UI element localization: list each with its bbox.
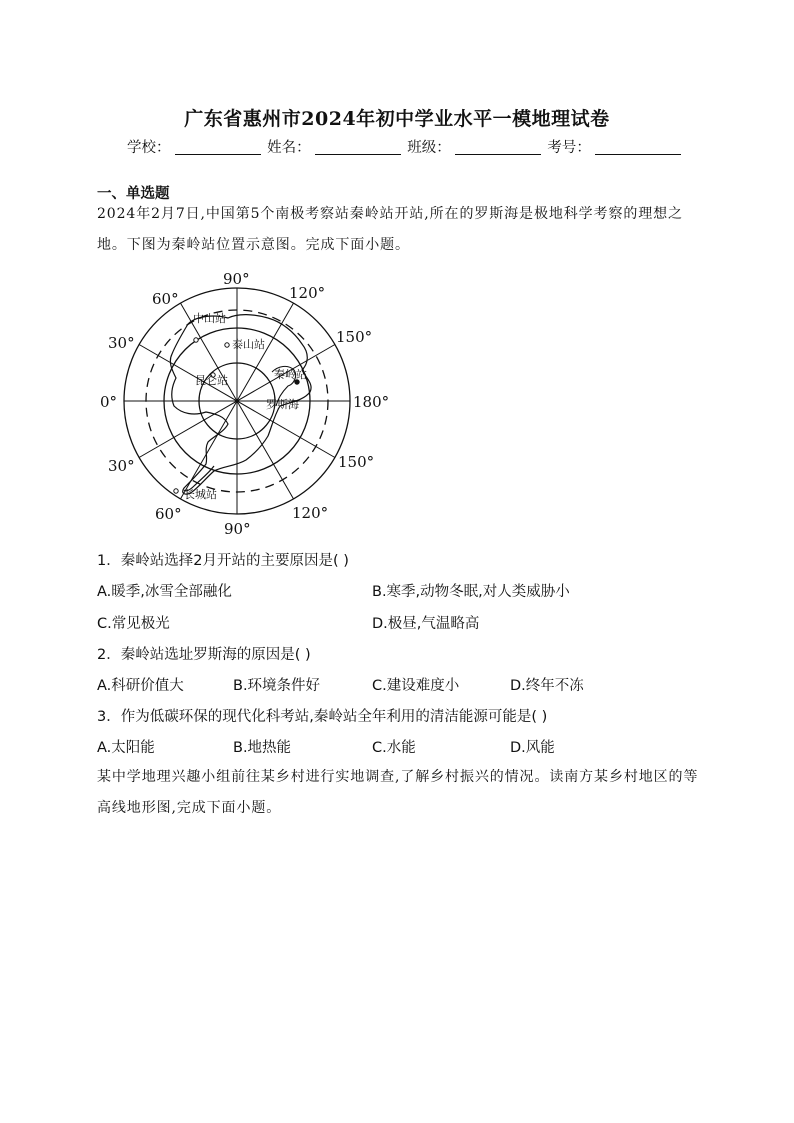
class-label: 班级：	[407, 140, 451, 156]
name-blank[interactable]	[315, 140, 401, 155]
degree-label-bottom-left: 60°	[155, 505, 182, 523]
question-2-option-b[interactable]: B.环境条件好	[233, 678, 321, 694]
question-3-option-d[interactable]: D.风能	[510, 740, 555, 756]
qinling-station-label: 秦岭站	[274, 368, 307, 381]
school-blank[interactable]	[175, 140, 261, 155]
question-2-option-d[interactable]: D.终年不冻	[510, 678, 584, 694]
degree-label-left: 0°	[100, 393, 118, 411]
question-1-option-c[interactable]: C.常见极光	[97, 616, 170, 632]
zhongshan-station-label: 中山站	[193, 312, 226, 325]
question-3-option-b[interactable]: B.地热能	[233, 740, 292, 756]
kunlun-station-label: 昆仑站	[195, 374, 228, 387]
class-blank[interactable]	[455, 140, 541, 155]
question-1-option-b[interactable]: B.寒季,动物冬眠,对人类威胁小	[372, 584, 570, 600]
exam-number-label: 考号：	[547, 140, 591, 156]
question-3-stem: 3．作为低碳环保的现代化科考站,秦岭站全年利用的清洁能源可能是( )	[97, 709, 548, 725]
passage-qinling: 2024年2月7日,中国第5个南极考察站秦岭站开站,所在的罗斯海是极地科学考察的理想之地。下图为秦岭站位置示意图。完成下面小题。	[97, 206, 683, 253]
degree-label-right: 180°	[353, 393, 390, 411]
degree-label-top: 90°	[223, 270, 250, 288]
antarctica-polar-map	[96, 266, 396, 538]
degree-label-upper-left: 30°	[108, 334, 135, 352]
student-info-line	[127, 136, 683, 157]
degree-label-bottom: 90°	[224, 520, 251, 538]
question-2-option-a[interactable]: A.科研价值大	[97, 678, 184, 694]
meridian-lines	[124, 288, 350, 514]
degree-label-top-right: 120°	[289, 284, 326, 302]
exam-title: 广东省惠州市2024年初中学业水平一模地理试卷	[184, 108, 610, 130]
changcheng-station-marker	[174, 489, 178, 493]
degree-label-lower-right: 150°	[338, 453, 375, 471]
taishan-station-label: 泰山站	[232, 338, 265, 351]
taishan-station-marker	[225, 343, 229, 347]
name-label: 姓名：	[267, 140, 311, 156]
degree-label-lower-left: 30°	[108, 457, 135, 475]
ross-sea-label: 罗斯海	[266, 398, 299, 411]
question-3-option-a[interactable]: A.太阳能	[97, 740, 155, 756]
degree-label-bottom-right: 120°	[292, 504, 329, 522]
question-1-stem: 1．秦岭站选择2月开站的主要原因是( )	[97, 553, 349, 569]
degree-label-top-left: 60°	[152, 290, 179, 308]
question-1-option-d[interactable]: D.极昼,气温略高	[372, 616, 480, 632]
question-1-option-a[interactable]: A.暖季,冰雪全部融化	[97, 584, 232, 600]
question-2-stem: 2．秦岭站选址罗斯海的原因是( )	[97, 647, 311, 663]
passage-village-survey: 某中学地理兴趣小组前往某乡村进行实地调查,了解乡村振兴的情况。读南方某乡村地区的等高线地形图,完成下面小题。	[97, 769, 699, 816]
exam-number-blank[interactable]	[595, 140, 681, 155]
question-2-option-c[interactable]: C.建设难度小	[372, 678, 460, 694]
changcheng-station-label: 长城站	[184, 488, 217, 501]
question-3-option-c[interactable]: C.水能	[372, 740, 416, 756]
school-label: 学校：	[127, 140, 171, 156]
zhongshan-station-marker	[194, 338, 198, 342]
degree-label-upper-right: 150°	[336, 328, 373, 346]
section-title: 一、单选题	[97, 186, 170, 202]
